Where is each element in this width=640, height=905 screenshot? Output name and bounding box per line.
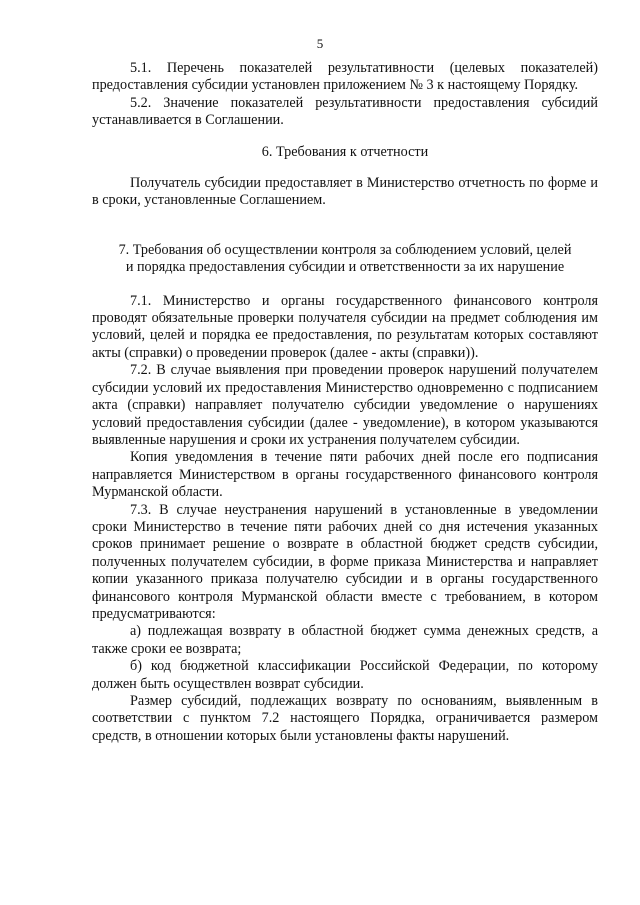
paragraph-6: Получатель субсидии предоставляет в Министерство отчетность по форме и в сроки, установленные Соглашением.: [92, 175, 598, 209]
paragraph-7-2-copy: Копия уведомления в течение пяти рабочих дней после его подписания направляется Министерством в органы государственного финансового контроля Мурманской области.: [92, 449, 598, 501]
paragraph-7-3-b: б) код бюджетной классификации Российской Федерации, по которому должен быть осуществлен возврат субсидии.: [92, 658, 598, 692]
paragraph-7-3: 7.3. В случае неустранения нарушений в установленные в уведомлении сроки Министерство в течение пяти рабочих дней со дня истечения указанных сроков принимает решение о возврате в областной бюджет средств субсидии, полученных получателем субсидии, в форме приказа Министерства и направляет копии указанного приказа получателю субсидии и в органы государственного финансового контроля Мурманской области вместе с требованием, в котором предусматриваются:: [92, 501, 598, 622]
paragraph-refund-size: Размер субсидий, подлежащих возврату по основаниям, выявленным в соответствии с пунктом 7.2 настоящего Порядка, ограничивается размером средств, в отношении которых были установлены факты нарушений.: [92, 693, 598, 744]
paragraph-7-1: 7.1. Министерство и органы государственного финансового контроля проводят обязательные проверки получателя субсидии на предмет соблюдения им условий, целей и порядка ее предоставления, по результатам которых составляют акты (справки) о проведении проверок (далее - акты (справки)).: [92, 292, 598, 361]
paragraph-7-3-a: а) подлежащая возврату в областной бюджет сумма денежных средств, а также сроки ее возврата;: [92, 623, 598, 657]
page-number: 5: [316, 36, 324, 51]
section-6-heading: 6. Требования к отчетности: [261, 143, 429, 160]
paragraph-5-1: 5.1. Перечень показателей результативности (целевых показателей) предоставления субсидии установлен приложением № 3 к настоящему Порядку.: [92, 60, 598, 94]
paragraph-7-2: 7.2. В случае выявления при проведении проверок нарушений получателем субсидии условий их предоставления Министерство одновременно с подписанием акта (справки) направляет получателю субсидии уведомление о нарушениях условий предоставления субсидии (далее - уведомление), в котором указываются выявленные нарушения и сроки их устранения получателем субсидии.: [92, 362, 598, 448]
section-7-heading: 7. Требования об осуществлении контроля за соблюдением условий, целей и порядка предоставления субсидии и ответственности за их нарушение: [118, 241, 572, 276]
paragraph-5-2: 5.2. Значение показателей результативности предоставления субсидий устанавливается в Соглашении.: [92, 94, 598, 129]
document-body: [92, 60, 598, 745]
